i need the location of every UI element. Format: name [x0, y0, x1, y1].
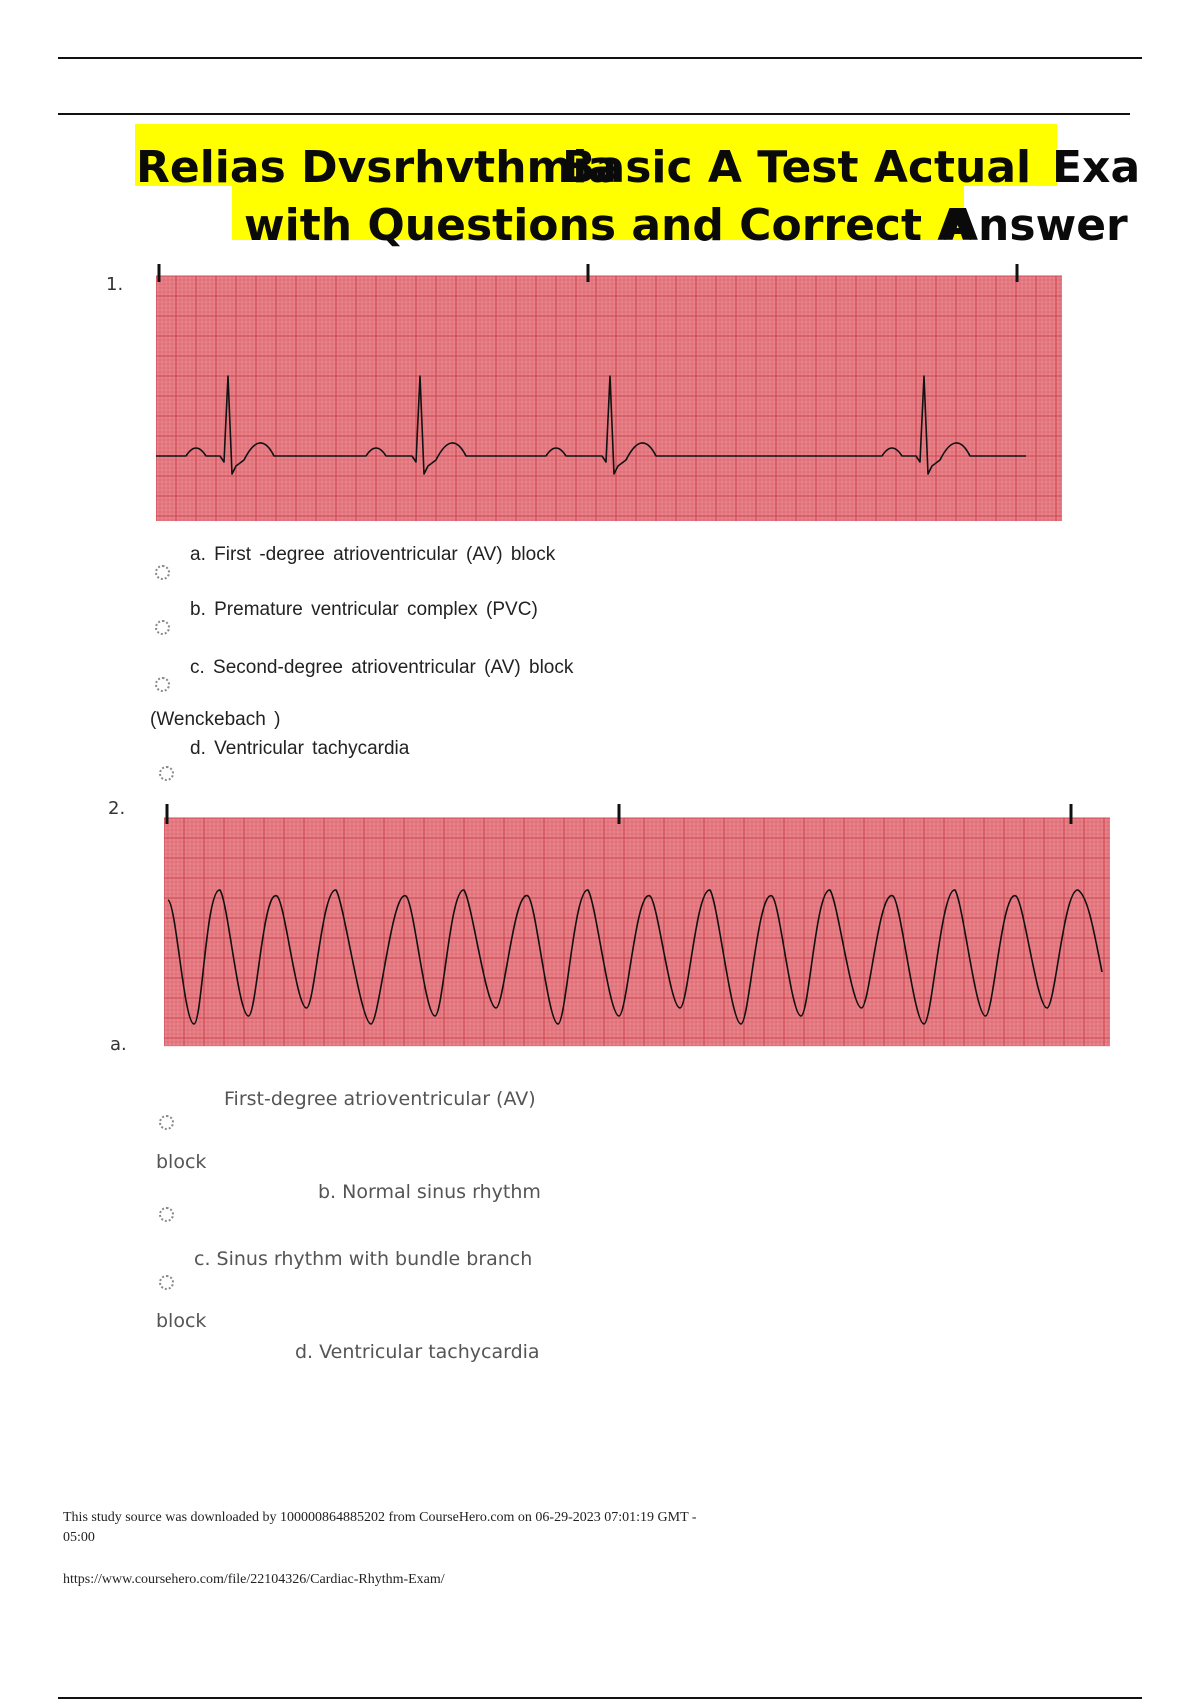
top-rule-2	[58, 113, 1130, 115]
q1-option-c-radio[interactable]	[155, 677, 170, 692]
question-1-number: 1.	[106, 274, 124, 295]
download-notice-line2: 05:00	[63, 1530, 95, 1545]
q1-option-b-label: b. Premature ventricular complex (PVC)	[190, 599, 538, 620]
q1-option-d-radio[interactable]	[159, 766, 174, 781]
title-line-1c: Exa	[1052, 142, 1141, 193]
question-2-sub-a: a.	[110, 1034, 127, 1055]
q2-option-c-label: c. Sinus rhythm with bundle branch	[194, 1248, 533, 1270]
q2-option-b-radio[interactable]	[159, 1207, 174, 1222]
q1-option-a-radio[interactable]	[155, 565, 170, 580]
q1-option-d-label: d. Ventricular tachycardia	[190, 738, 410, 759]
q1-option-c-label: c. Second-degree atrioventricular (AV) block	[190, 657, 574, 678]
download-notice-line1: This study source was downloaded by 100000864885202 from CourseHero.com on 06-29-2023 07:01:19 GMT -	[63, 1510, 697, 1525]
q2-option-b-label: b. Normal sinus rhythm	[318, 1181, 541, 1203]
bottom-rule	[58, 1697, 1142, 1699]
ecg-strip-2	[164, 804, 1110, 1050]
download-notice	[63, 1508, 823, 1548]
source-url[interactable]: https://www.coursehero.com/file/22104326/Cardiac-Rhythm-Exam/	[63, 1572, 445, 1587]
top-rule-1	[58, 57, 1142, 59]
q2-option-a-label: First-degree atrioventricular (AV)	[224, 1088, 536, 1110]
title-line-1a: Relias Dvsrhvthmia	[136, 142, 618, 193]
q1-option-b-radio[interactable]	[155, 620, 170, 635]
ecg-strip-1	[156, 264, 1062, 526]
q2-option-d-label: d. Ventricular tachycardia	[295, 1341, 540, 1363]
q2-option-c-continued: block	[156, 1310, 207, 1332]
q1-option-c-continued: (Wenckebach )	[150, 709, 281, 730]
title-line-2a: with Questions and Correct A	[244, 200, 972, 251]
q2-option-a-radio[interactable]	[159, 1115, 174, 1130]
q1-option-a-label: a. First -degree atrioventricular (AV) block	[190, 544, 556, 565]
title-line-1b: Basic A Test Actual	[562, 142, 1032, 193]
title-line-2b: Answer	[944, 200, 1128, 251]
q2-option-a-continued: block	[156, 1151, 207, 1173]
q2-option-c-radio[interactable]	[159, 1275, 174, 1290]
question-2-number: 2.	[108, 798, 126, 819]
